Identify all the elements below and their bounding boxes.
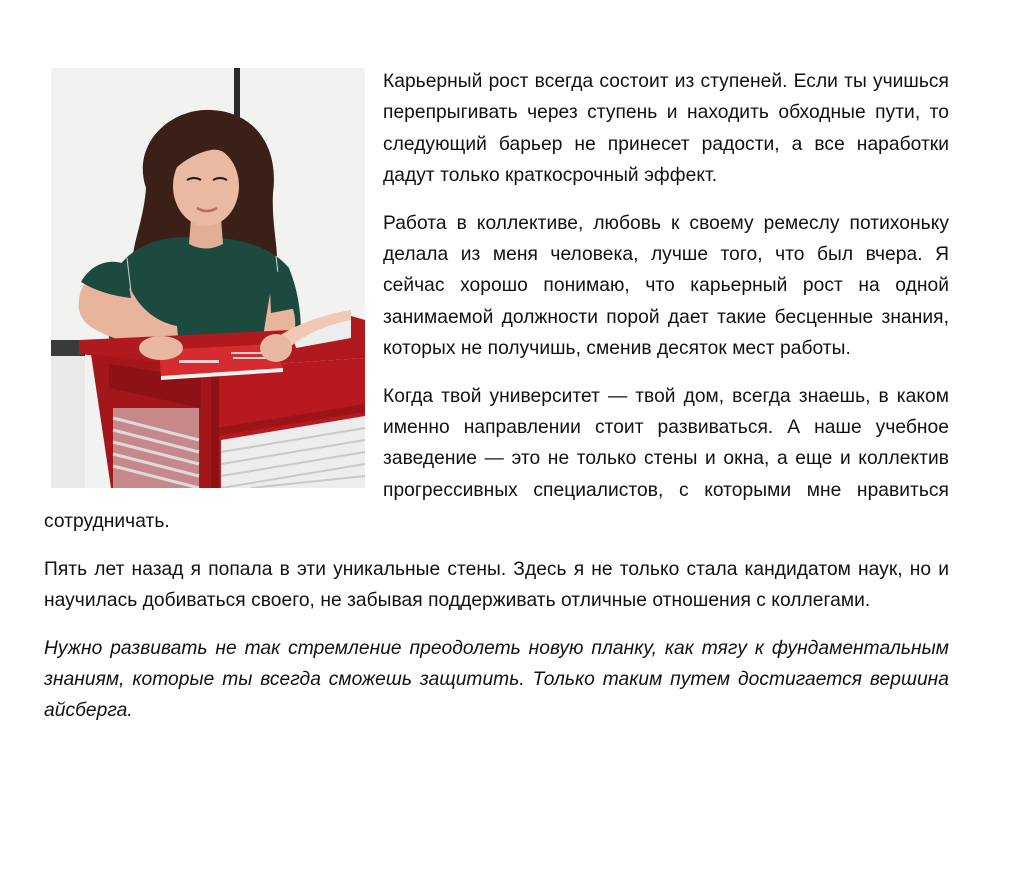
paragraph-closing-quote: Нужно развивать не так стремление преодолеть новую планку, как тягу к фундаментальным знаниям, которые ты всегда сможешь защитить. Только таким путем достигается вершина айсберга. (44, 637, 949, 722)
article-text (44, 66, 949, 743)
paragraph-career-steps: Карьерный рост всегда состоит из ступеней. Если ты учишься перепрыгивать через ступень и находить обходные пути, то следующий барьер не принесет радости, а все наработки дадут только краткосрочный эффект. (383, 71, 949, 187)
paragraph-teamwork: Работа в коллективе, любовь к своему ремеслу потихоньку делала из меня человека, лучше того, что был вчера. Я сейчас хорошо понимаю, что карьерный рост на одной занимаемой должности порой дает такие бесценные знания, которых не получишь, сменив десяток мест работы. (383, 212, 949, 360)
photo-wrap-spacer (44, 66, 383, 502)
paragraph-university-home: Когда твой университет — твой дом, всегда знаешь, в каком именно направлении стоит развиваться. А наше учебное заведение — это не только стены и окна, а еще и коллектив прогрессивных специалистов, с которыми мне нравиться сотрудничать. (44, 385, 949, 533)
paragraph-five-years: Пять лет назад я попала в эти уникальные стены. Здесь я не только стала кандидатом наук, но и научилась добиваться своего, не забывая поддерживать отличные отношения с коллегами. (44, 558, 949, 612)
